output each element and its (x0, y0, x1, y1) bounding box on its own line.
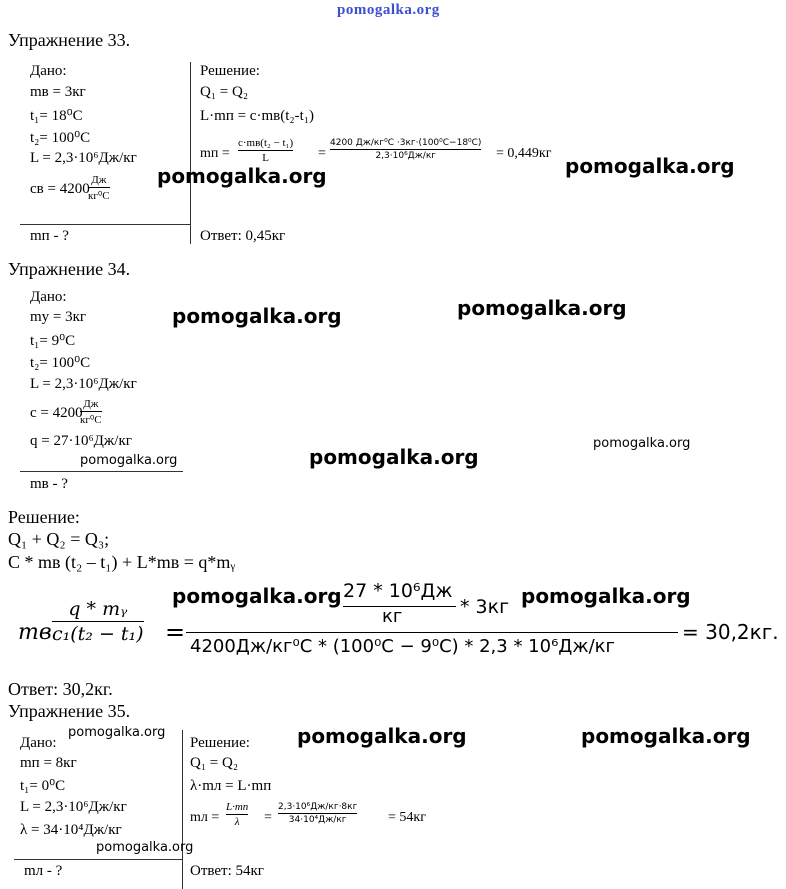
ex33-title: Упражнение 33. (8, 30, 131, 50)
ex34-given-5-den: кг⁰C (80, 414, 102, 426)
ex34-formula-num2a: 27 * 10⁶Дж (343, 580, 453, 602)
watermark[interactable]: pomogalka.org (172, 584, 342, 608)
ex35-given-3: L = 2,3·10⁶Дж/кг (20, 799, 127, 815)
watermark[interactable]: pomogalka.org (457, 296, 627, 320)
ex35-solution-3-num1: L·mп (226, 801, 249, 813)
ex35-solution-3-result: = 54кг (388, 810, 426, 825)
ex34-given-3: t₂= 100⁰C (30, 355, 91, 371)
ex34-solution-1: Q₁ + Q₂ = Q₃; (8, 529, 110, 549)
ex33-solution-3-result: = 0,449кг (496, 146, 552, 161)
ex34-formula-main-bar (186, 632, 678, 633)
watermark[interactable]: pomogalka.org (593, 436, 691, 451)
ex33-solution-3-frac2 (330, 138, 481, 161)
watermark[interactable]: pomogalka.org (297, 724, 467, 748)
ex34-given-2: t₁= 9⁰C (30, 333, 76, 349)
ex35-title: Упражнение 35. (8, 701, 131, 721)
ex33-given-5-num: Дж (91, 174, 107, 186)
watermark[interactable]: pomogalka.org (80, 453, 178, 468)
ex33-given-5: cв = 4200 (30, 181, 90, 197)
ex35-answer: Ответ: 54кг (190, 863, 264, 879)
watermark[interactable]: pomogalka.org (565, 154, 735, 178)
ex34-find-line (20, 471, 183, 472)
watermark[interactable]: pomogalka.org (68, 725, 166, 740)
ex35-given-1: mп = 8кг (20, 755, 77, 771)
ex34-solution-2: C * mв (t₂ – t₁) + L*mв = q*mᵧ (8, 552, 236, 572)
ex33-solution-3-num1: c·mв(t₂ − t₁) (238, 137, 294, 149)
ex34-given-5-num: Дж (83, 398, 99, 410)
watermark[interactable]: pomogalka.org (96, 840, 194, 855)
fraction-bar (52, 621, 144, 622)
ex33-solution-1: Q₁ = Q₂ (200, 84, 249, 100)
ex34-solution-label: Решение: (8, 507, 80, 527)
ex35-solution-label: Решение: (190, 735, 250, 751)
ex33-solution-3-lhs: mп = (200, 146, 230, 161)
ex33-divider (190, 62, 191, 244)
ex34-formula-lhs: mв (18, 620, 52, 645)
ex33-given-5-fraction (88, 174, 110, 202)
ex33-solution-3-den2: 2,3·10⁶Дж/кг (375, 151, 437, 161)
ex35-find: mл - ? (24, 863, 63, 879)
ex34-find: mв - ? (30, 476, 68, 492)
ex35-solution-2: λ·mл = L·mп (190, 778, 272, 794)
ex34-formula-num2c: * 3кг (460, 596, 510, 618)
fraction-bar (330, 149, 481, 150)
ex35-given-4: λ = 34·10⁴Дж/кг (20, 822, 122, 838)
watermark-top[interactable]: pomogalka.org (337, 2, 440, 18)
ex35-divider (182, 730, 183, 889)
ex34-answer: Ответ: 30,2кг. (8, 679, 113, 699)
ex35-solution-3-frac2 (278, 802, 357, 825)
ex33-answer: Ответ: 0,45кг (200, 228, 286, 244)
ex34-given-5-fraction (80, 398, 102, 426)
ex34-given-label: Дано: (30, 289, 67, 305)
ex33-given-3: t₂= 100⁰C (30, 130, 91, 146)
ex35-solution-1: Q₁ = Q₂ (190, 755, 239, 771)
ex33-find-line (20, 224, 191, 225)
ex34-formula-eq: = (165, 618, 186, 646)
ex33-solution-2: L·mп = c·mв(t₂-t₁) (200, 108, 314, 124)
ex34-given-6: q = 27·10⁶Дж/кг (30, 433, 132, 449)
watermark[interactable]: pomogalka.org (172, 304, 342, 328)
ex35-solution-3-lhs: mл = (190, 810, 220, 825)
ex33-given-1: mв = 3кг (30, 84, 86, 100)
ex34-formula-num1: q * mᵧ (68, 598, 128, 620)
ex34-given-5: c = 4200 (30, 405, 83, 421)
ex33-solution-3-num2: 4200 Дж/кг⁰C ·3кг·(100⁰C−18⁰C) (330, 138, 482, 148)
ex34-formula-den1: c₁(t₂ − t₁) (52, 623, 144, 645)
ex33-given-label: Дано: (30, 63, 67, 79)
ex34-formula-den2: 4200Дж/кг⁰C * (100⁰C − 9⁰C) * 2,3 * 10⁶Дж/кг (190, 636, 615, 657)
ex34-formula-result: = 30,2кг. (682, 620, 779, 644)
fraction-bar (80, 411, 102, 412)
ex35-solution-3-eq: = (264, 810, 272, 825)
fraction-bar (226, 814, 248, 815)
watermark[interactable]: pomogalka.org (309, 445, 479, 469)
ex35-find-line (14, 859, 183, 860)
watermark[interactable]: pomogalka.org (521, 584, 691, 608)
fraction-bar (88, 187, 110, 188)
watermark[interactable]: pomogalka.org (157, 164, 327, 188)
ex33-solution-3-eq: = (318, 146, 326, 161)
ex34-formula-num2b: кг (382, 606, 403, 627)
watermark[interactable]: pomogalka.org (581, 724, 751, 748)
ex35-solution-3-den2: 34·10⁴Дж/кг (288, 815, 347, 825)
ex34-given-4: L = 2,3·10⁶Дж/кг (30, 376, 137, 392)
ex34-formula-frac1 (52, 598, 144, 645)
ex33-given-4: L = 2,3·10⁶Дж/кг (30, 150, 137, 166)
ex33-given-2: t₁= 18⁰C (30, 108, 83, 124)
ex35-solution-3-den1: λ (234, 816, 240, 828)
fraction-bar (278, 813, 357, 814)
fraction-bar (238, 150, 293, 151)
ex34-title: Упражнение 34. (8, 259, 131, 279)
ex33-find: mп - ? (30, 228, 69, 244)
ex33-given-5-den: кг⁰C (88, 190, 110, 202)
ex33-solution-3-frac1 (238, 137, 293, 164)
ex33-solution-label: Решение: (200, 63, 260, 79)
ex34-given-1: mу = 3кг (30, 309, 87, 325)
ex35-solution-3-frac1 (226, 801, 248, 828)
ex33-solution-3-den1: L (262, 152, 269, 164)
ex35-given-label: Дано: (20, 735, 57, 751)
ex35-solution-3-num2: 2,3·10⁶Дж/кг·8кг (278, 802, 358, 812)
ex35-given-2: t₁= 0⁰C (20, 778, 66, 794)
